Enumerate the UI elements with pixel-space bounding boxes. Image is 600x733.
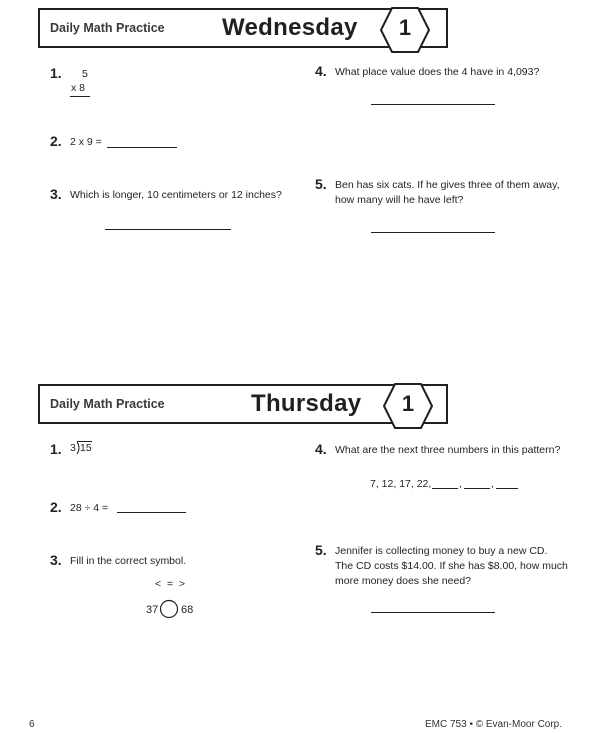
thursday-banner	[38, 384, 448, 424]
page-number: 6	[29, 719, 35, 730]
week-hexagon	[383, 382, 433, 430]
question-text-line3: more money does she need?	[335, 575, 472, 587]
question-number: 5.	[315, 542, 327, 558]
sum-line	[70, 96, 90, 97]
question-number: 2.	[50, 133, 62, 149]
answer-line[interactable]	[371, 104, 495, 105]
comma-separator: ,	[491, 478, 494, 490]
pattern-blank[interactable]	[432, 488, 458, 489]
compare-circle[interactable]	[159, 599, 179, 619]
divisor: 3	[70, 442, 76, 454]
question-text: 2 x 9 =	[70, 136, 102, 148]
dividend: 15	[80, 442, 92, 454]
compare-left: 37	[146, 604, 159, 616]
answer-line[interactable]	[371, 232, 495, 233]
question-text: What are the next three numbers in this pattern?	[335, 444, 561, 456]
publisher-credit: EMC 753 • © Evan-Moor Corp.	[425, 719, 563, 730]
multiplication-bottom: x 8	[71, 82, 86, 94]
question-text-line2: The CD costs $14.00. If she has $8.00, how much	[335, 560, 568, 572]
question-text-line2: how many will he have left?	[335, 194, 464, 206]
question-number: 1.	[50, 441, 62, 457]
week-number: 1	[398, 15, 412, 40]
pattern-blank[interactable]	[496, 488, 518, 489]
week-hexagon	[380, 6, 430, 54]
question-number: 5.	[315, 176, 327, 192]
question-text: Fill in the correct symbol.	[70, 555, 187, 567]
answer-line[interactable]	[371, 612, 495, 613]
comma-separator: ,	[459, 478, 462, 490]
question-text: 28 ÷ 4 =	[70, 502, 109, 514]
answer-line[interactable]	[117, 512, 186, 513]
day-title: Thursday	[251, 390, 362, 417]
wednesday-banner	[38, 8, 448, 48]
banner-label: Daily Math Practice	[50, 397, 165, 411]
answer-line[interactable]	[105, 229, 231, 230]
question-number: 1.	[50, 65, 62, 81]
number-pattern: 7, 12, 17, 22,	[370, 478, 432, 490]
question-number: 2.	[50, 499, 62, 515]
question-text: Which is longer, 10 centimeters or 12 inches?	[70, 189, 282, 201]
week-number: 1	[401, 391, 415, 416]
question-text-line1: Ben has six cats. If he gives three of them away,	[335, 179, 560, 191]
question-number: 3.	[50, 186, 62, 202]
question-text: What place value does the 4 have in 4,093?	[335, 66, 540, 78]
day-title: Wednesday	[222, 14, 358, 41]
symbol-choices: < = >	[155, 578, 186, 590]
question-text-line1: Jennifer is collecting money to buy a new CD.	[335, 545, 548, 557]
banner-label: Daily Math Practice	[50, 21, 165, 35]
question-number: 4.	[315, 63, 327, 79]
answer-line[interactable]	[107, 147, 177, 148]
question-number: 3.	[50, 552, 62, 568]
compare-right: 68	[181, 604, 194, 616]
multiplication-top: 5	[82, 68, 88, 80]
question-number: 4.	[315, 441, 327, 457]
pattern-blank[interactable]	[464, 488, 490, 489]
